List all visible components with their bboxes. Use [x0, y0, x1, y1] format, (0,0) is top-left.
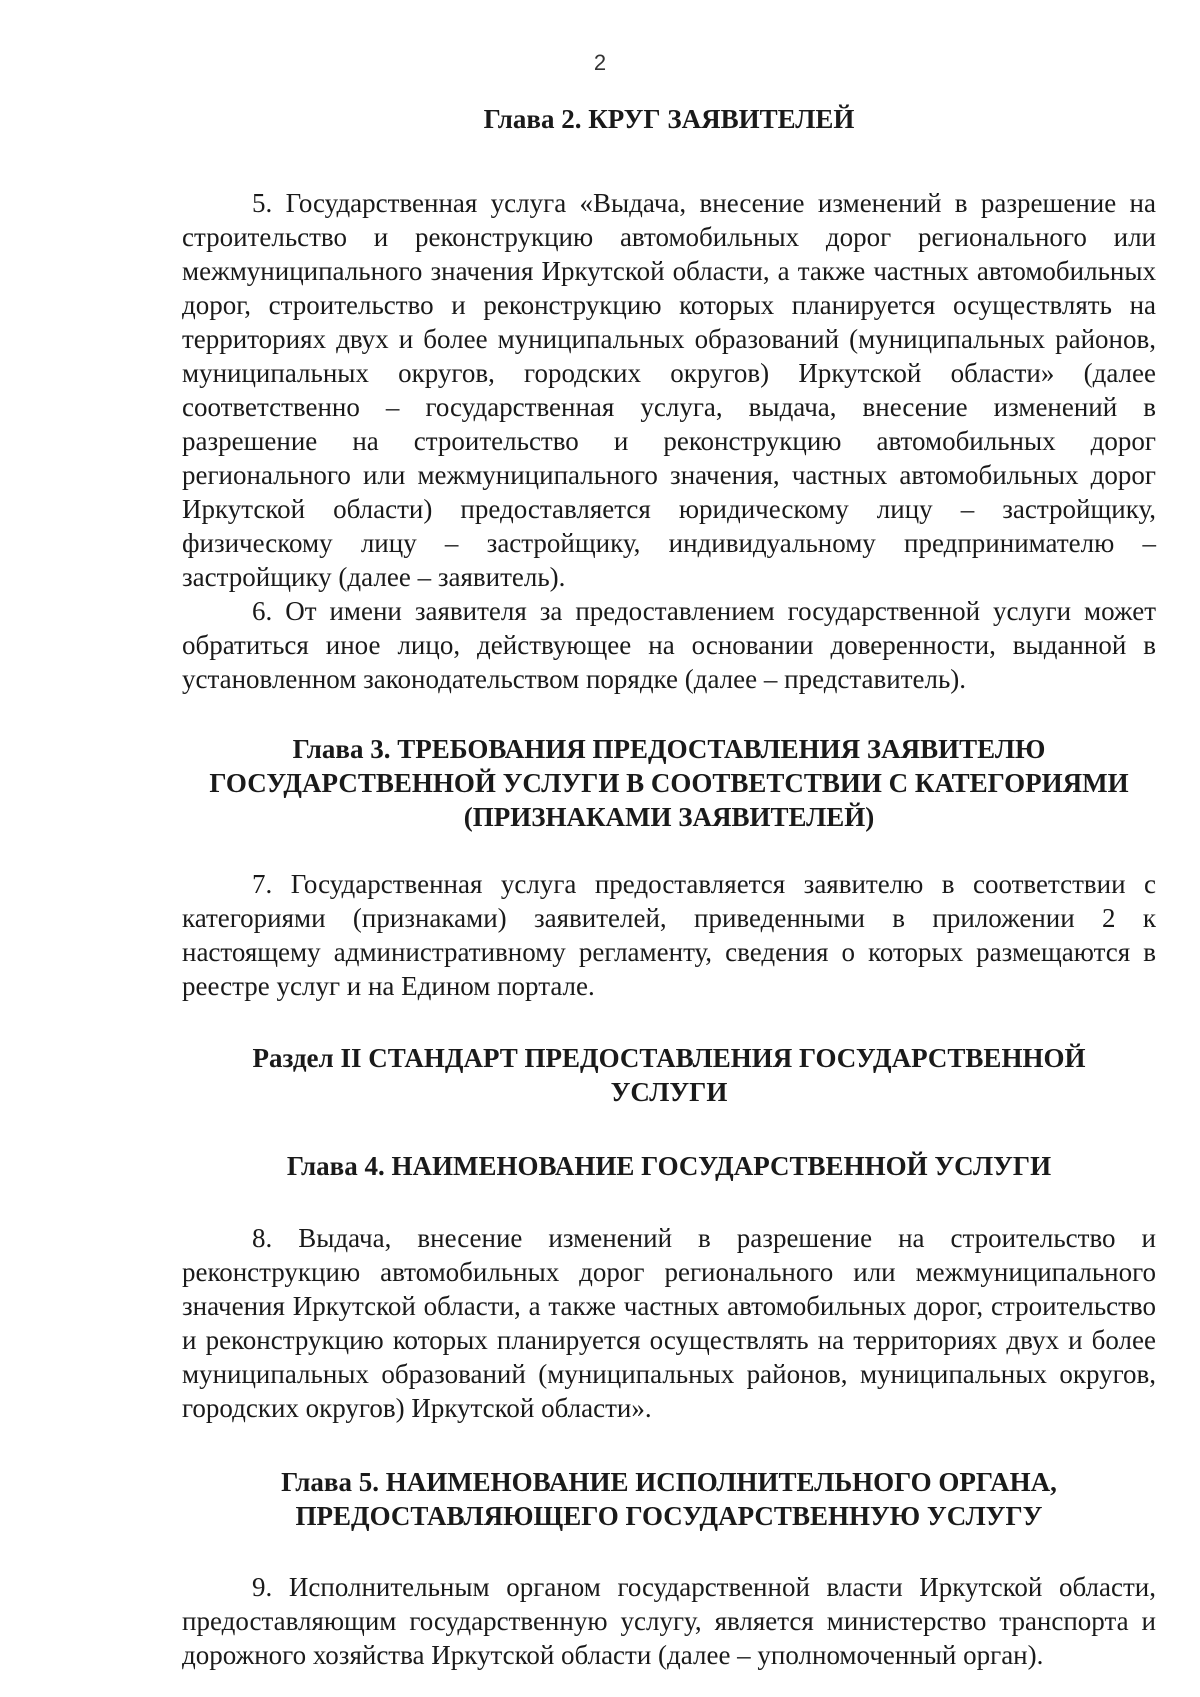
paragraph-7: 7. Государственная услуга предоставляется заявителю в соответствии с категориями (признаками) заявителей, приведенными в приложении 2 к настоящему административному регламенту, сведения о которых размещаются в реестре услуг и на Едином портале. [182, 869, 1156, 1001]
chapter-5-heading-line-1: Глава 5. НАИМЕНОВАНИЕ ИСПОЛНИТЕЛЬНОГО ОРГАНА, [281, 1467, 1057, 1497]
paragraph-8: 8. Выдача, внесение изменений в разрешение на строительство и реконструкцию автомобильных дорог регионального или межмуниципального значения Иркутской области, а также частных автомобильных дорог, строительство и реконструкцию которых планируется осуществлять на территориях двух и более муниципальных образований (муниципальных районов, муниципальных округов, городских округов) Иркутской области». [182, 1223, 1156, 1423]
section-2-heading-line-2: УСЛУГИ [610, 1077, 728, 1107]
chapter-3-heading-line-2: ГОСУДАРСТВЕННОЙ УСЛУГИ В СООТВЕТСТВИИ С КАТЕГОРИЯМИ [209, 768, 1129, 798]
paragraph-5: 5. Государственная услуга «Выдача, внесение изменений в разрешение на строительство и реконструкцию автомобильных дорог регионального или межмуниципального значения Иркутской области, а также частных автомобильных дорог, строительство и реконструкцию которых планируется осуществлять на территориях двух и более муниципальных образований (муниципальных районов, муниципальных округов, городских округов) Иркутской области» (далее соответственно – государственная услуга, выдача, внесение изменений в разрешение на строительство и реконструкцию автомобильных дорог регионального или межмуниципального значения, частных автомобильных дорог Иркутской области) предоставляется юридическому лицу – застройщику, физическому лицу – застройщику, индивидуальному предпринимателю – застройщику (далее – заявитель). [182, 188, 1156, 592]
chapter-5-heading-line-2: ПРЕДОСТАВЛЯЮЩЕГО ГОСУДАРСТВЕННУЮ УСЛУГУ [295, 1501, 1043, 1531]
paragraph-9: 9. Исполнительным органом государственной власти Иркутской области, предоставляющим государственную услугу, является министерство транспорта и дорожного хозяйства Иркутской области (далее – уполномоченный орган). [182, 1572, 1156, 1670]
chapter-3-heading [182, 732, 1156, 834]
chapter-3-heading-line-3: (ПРИЗНАКАМИ ЗАЯВИТЕЛЕЙ) [463, 802, 875, 832]
chapter-2-heading: Глава 2. КРУГ ЗАЯВИТЕЛЕЙ [483, 104, 855, 134]
paragraph-6: 6. От имени заявителя за предоставлением государственной услуги может обратиться иное лицо, действующее на основании доверенности, выданной в установленном законодательством порядке (далее – представитель). [182, 596, 1156, 694]
chapter-4-heading: Глава 4. НАИМЕНОВАНИЕ ГОСУДАРСТВЕННОЙ УСЛУГИ [286, 1151, 1052, 1181]
page-number: 2 [593, 50, 607, 75]
document-body [182, 102, 1156, 1672]
chapter-3-heading-line-1: Глава 3. ТРЕБОВАНИЯ ПРЕДОСТАВЛЕНИЯ ЗАЯВИТЕЛЮ [292, 734, 1046, 764]
chapter-5-heading [182, 1465, 1156, 1533]
section-2-heading-line-1: Раздел II СТАНДАРТ ПРЕДОСТАВЛЕНИЯ ГОСУДАРСТВЕННОЙ [252, 1043, 1086, 1073]
section-2-heading [182, 1041, 1156, 1109]
